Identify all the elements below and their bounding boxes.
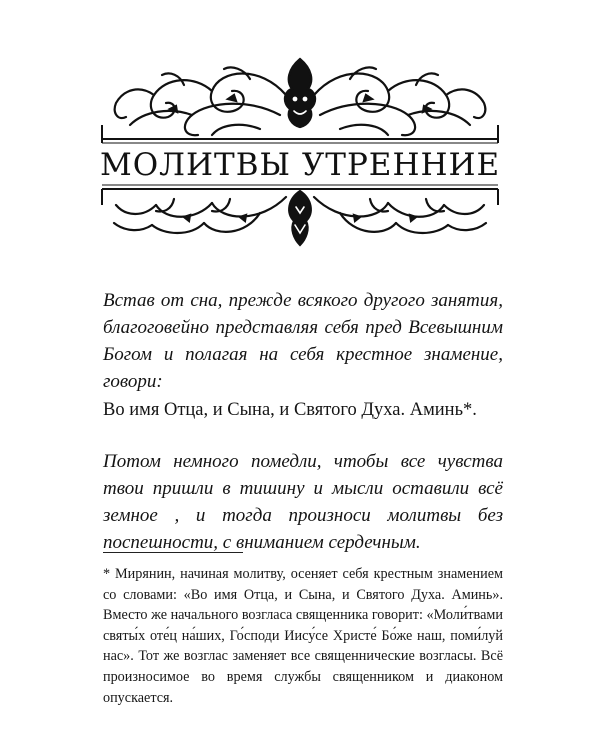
page-title: МОЛИТВЫ УТРЕННИЕ (100, 147, 501, 183)
after-instruction: Потом немного помедли, чтобы все чувства твои пришли в тишину и мысли оставили всё земное , и тогда произноси молитвы без поспешности, с вниманием сердечным. (103, 451, 503, 553)
intro-instruction: Встав от сна, прежде всякого другого занятия, благоговейно представляя себя пред Всевышним Богом и полагая на себя крестное знамение, говори: (103, 290, 503, 392)
footnote-divider (103, 552, 243, 553)
ornament-headpiece-top (100, 55, 500, 145)
invocation-line: Во имя Отца, и Сына, и Святого Духа. Аминь*. (103, 400, 477, 420)
footnote: * Мирянин, начиная молитву, осеняет себя крестным знамением со словами: «Во имя Отца, и Сына, и Святого Духа. Аминь». Вместо же начального возгласа священника говорит: «Моли́твами святы́х оте́ц на́ших, Го́споди Иису́се Христе́ Бо́же наш, поми́луй нас». Тот же возглас заменяет все священнические возгласы. Всё произносимое во время службы священником и диаконом опускается. (103, 566, 503, 706)
ornament-headpiece-bottom (100, 183, 500, 253)
